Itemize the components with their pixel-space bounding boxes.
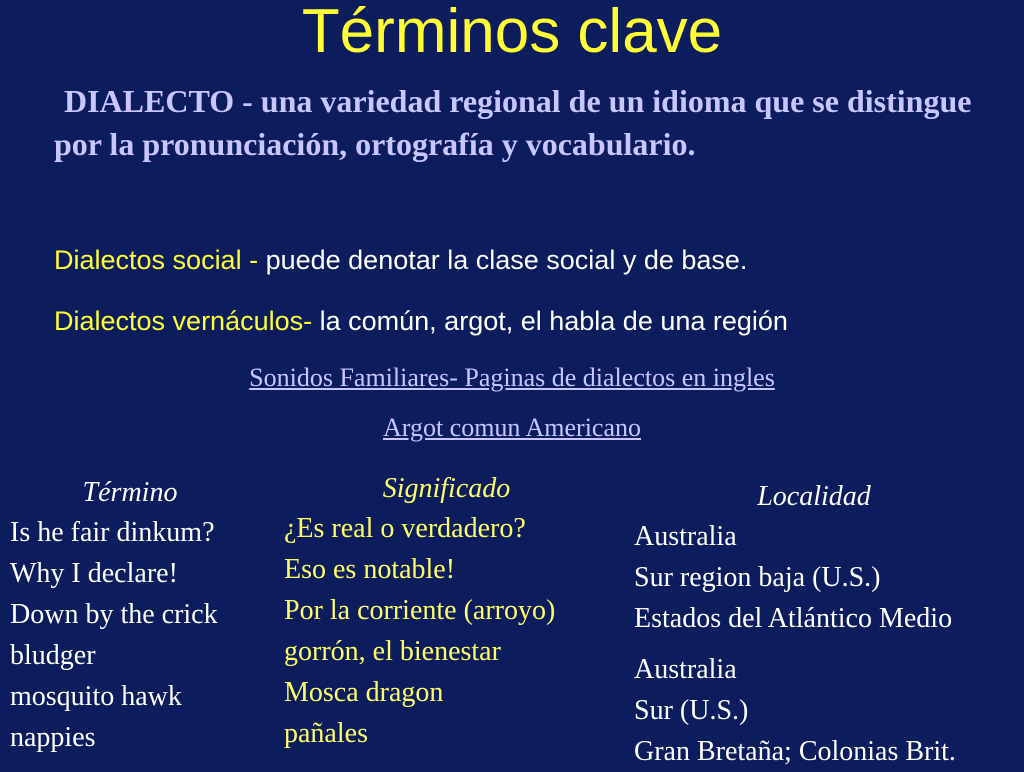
sonidos-familiares-link[interactable]: Sonidos Familiares- Paginas de dialectos en ingles — [249, 363, 775, 392]
meaning-item: Eso es notable! — [284, 554, 456, 585]
term-item: Down by the crick — [10, 599, 218, 630]
meanings-header: Significado — [382, 473, 511, 504]
social-dialect-definition — [54, 243, 1014, 277]
link-row-argot — [0, 412, 1024, 444]
meaning-item: Por la corriente (arroyo) — [284, 595, 556, 626]
term-item: mosquito hawk — [10, 681, 182, 712]
social-dialect-term: Dialectos social - — [54, 245, 266, 275]
place-item: Australia — [634, 521, 737, 552]
argot-comun-link[interactable]: Argot comun Americano — [382, 413, 642, 442]
vernacular-dialect-definition — [54, 304, 1014, 338]
place-group-spacer — [634, 639, 1024, 649]
places-header: Localidad — [757, 481, 871, 512]
term-item: bludger — [10, 640, 96, 671]
meanings-column — [284, 470, 629, 754]
terms-header: Término — [82, 477, 178, 508]
dialecto-text: una variedad regional de un idioma que se distingue por la pronunciación, ortografía y vocabulario. — [54, 83, 972, 162]
term-item: Is he fair dinkum? — [10, 517, 215, 548]
term-item: Why I declare! — [10, 558, 178, 589]
vernacular-dialect-term: Dialectos vernáculos- — [54, 306, 320, 336]
term-item: nappies — [10, 722, 96, 753]
slide-title: Términos clave — [301, 0, 723, 66]
meaning-item: gorrón, el bienestar — [284, 636, 501, 667]
terms-column — [10, 474, 280, 758]
dialecto-term: DIALECTO — [64, 83, 235, 119]
meaning-item: ¿Es real o verdadero? — [284, 513, 526, 544]
dialecto-separator: - — [234, 83, 261, 119]
place-item: Gran Bretaña; Colonias Brit. — [634, 736, 956, 767]
meaning-item: pañales — [284, 718, 368, 749]
vernacular-dialect-text: la común, argot, el habla de una región — [319, 306, 788, 336]
meaning-item: Mosca dragon — [284, 677, 444, 708]
places-column — [634, 478, 1024, 772]
dialecto-definition — [54, 80, 1004, 166]
place-item: Sur region baja (U.S.) — [634, 562, 881, 593]
place-item: Sur (U.S.) — [634, 695, 749, 726]
link-row-sonidos — [0, 362, 1024, 394]
social-dialect-text: puede denotar la clase social y de base. — [265, 245, 748, 275]
place-item: Estados del Atlántico Medio — [634, 603, 953, 634]
place-item: Australia — [634, 654, 737, 685]
